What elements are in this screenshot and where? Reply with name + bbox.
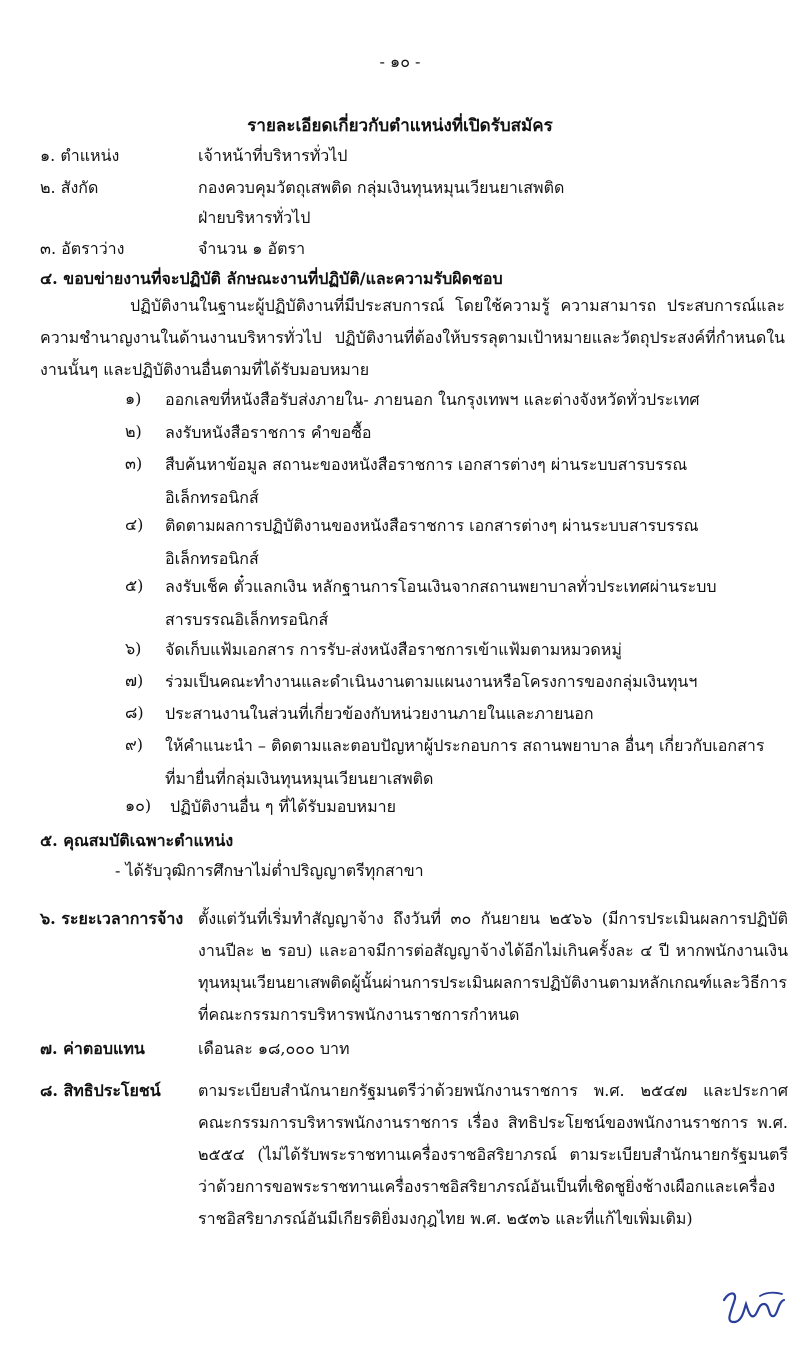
duty-number: ๒)	[125, 422, 142, 441]
employment-period-text: ตั้งแต่วันที่เริ่มทำสัญญาจ้าง ถึงวันที่ ๓๐ กันยายน ๒๕๖๖ (มีการประเมินผลการปฏิบัติงานปีละ ๒ รอบ) และอาจมีการต่อสัญญาจ้างได้อีกไม่เกินครั้งละ ๔ ปี หากพนักงานเงินทุนหมุนเวียนยาเสพติดผู้นั้นผ่านการประเมินผลการปฏิบัติงานตามหลักเกณฑ์และวิธีการที่คณะกรรมการบริหารพนักงานราชการกำหนด	[198, 909, 788, 1024]
duty-text: ติดตามผลการปฏิบัติงานของหนังสือราชการ เอกสารต่างๆ ผ่านระบบสารบรรณอิเล็กทรอนิกส์	[165, 516, 699, 568]
duty-number: ๗)	[125, 671, 144, 690]
vacancy-label: ๓. อัตราว่าง	[40, 239, 125, 258]
employment-period-label: ๖. ระยะเวลาการจ้าง	[40, 909, 184, 928]
duty-number: ๑๐)	[125, 796, 152, 815]
duty-number: ๕)	[125, 576, 144, 595]
qualifications-heading: ๕. คุณสมบัติเฉพาะตำแหน่ง	[40, 831, 234, 850]
handwritten-initials	[720, 1288, 790, 1328]
duty-text: ร่วมเป็นคณะทำงานและดำเนินงานตามแผนงานหรือโครงการของกลุ่มเงินทุนฯ	[165, 672, 698, 691]
duty-number: ๖)	[125, 639, 142, 658]
benefits-text: ตามระเบียบสำนักนายกรัฐมนตรีว่าด้วยพนักงานราชการ พ.ศ. ๒๕๔๗ และประกาศคณะกรรมการบริหารพนักงานราชการ เรื่อง สิทธิประโยชน์ของพนักงานราชการ พ.ศ. ๒๕๕๔ (ไม่ได้รับพระราชทานเครื่องราชอิสริยาภรณ์ ตามระเบียบสำนักนายกรัฐมนตรีว่าด้วยการขอพระราชทานเครื่องราชอิสริยาภรณ์อันเป็นที่เชิดชูยิ่งช้างเผือกและเครื่องราชอิสริยาภรณ์อันมีเกียรติยิ่งมงกุฎไทย พ.ศ. ๒๕๓๖ และที่แก้ไขเพิ่มเติม)	[198, 1081, 788, 1228]
duty-text: ปฏิบัติงานอื่น ๆ ที่ได้รับมอบหมาย	[170, 797, 396, 816]
position-value: เจ้าหน้าที่บริหารทั่วไป	[198, 146, 348, 165]
benefits-label: ๘. สิทธิประโยชน์	[40, 1081, 161, 1100]
compensation-label: ๗. ค่าตอบแทน	[40, 1039, 145, 1058]
page-number: - ๑๐ -	[379, 52, 421, 71]
duty-text: ให้คำแนะนำ – ติดตามและตอบปัญหาผู้ประกอบการ สถานพยาบาล อื่นๆ เกี่ยวกับเอกสารที่มายื่นที่กลุ่มเงินทุนหมุนเวียนยาเสพติด	[165, 736, 765, 788]
duty-number: ๙)	[125, 735, 143, 754]
scope-paragraph: ปฏิบัติงานในฐานะผู้ปฏิบัติงานที่มีประสบการณ์ โดยใช้ความรู้ ความสามารถ ประสบการณ์และความชำนาญงานในด้านงานบริหารทั่วไป ปฏิบัติงานที่ต้องให้บรรลุตามเป้าหมายและวัตถุประสงค์ที่กำหนดในงานนั้นๆ และปฏิบัติงานอื่นตามที่ได้รับมอบหมาย	[40, 296, 785, 379]
duty-text: ออกเลขที่หนังสือรับส่งภายใน- ภายนอก ในกรุงเทพฯ และต่างจังหวัดทั่วประเทศ	[165, 390, 700, 409]
compensation-text: เดือนละ ๑๘,๐๐๐ บาท	[198, 1039, 350, 1058]
duty-text: จัดเก็บแฟ้มเอกสาร การรับ-ส่งหนังสือราชการเข้าแฟ้มตามหมวดหมู่	[165, 640, 622, 659]
position-label: ๑. ตำแหน่ง	[40, 146, 120, 165]
qualifications-text: - ได้รับวุฒิการศึกษาไม่ต่ำปริญญาตรีทุกสาขา	[115, 861, 424, 880]
affiliation-value-1: กองควบคุมวัตถุเสพติด กลุ่มเงินทุนหมุนเวียนยาเสพติด	[198, 178, 565, 197]
affiliation-value-2: ฝ่ายบริหารทั่วไป	[198, 208, 311, 227]
duty-number: ๑)	[125, 389, 142, 408]
duty-text: ประสานงานในส่วนที่เกี่ยวข้องกับหน่วยงานภายในและภายนอก	[165, 704, 594, 723]
duty-number: ๓)	[125, 454, 143, 473]
duty-text: ลงรับเช็ค ตั๋วแลกเงิน หลักฐานการโอนเงินจากสถานพยาบาลทั่วประเทศผ่านระบบสารบรรณอิเล็กทรอนิกส์	[165, 577, 717, 629]
duty-text: ลงรับหนังสือราชการ คำขอซื้อ	[165, 423, 372, 442]
duty-number: ๘)	[125, 703, 144, 722]
affiliation-label: ๒. สังกัด	[40, 178, 99, 197]
page-title: รายละเอียดเกี่ยวกับตำแหน่งที่เปิดรับสมัคร	[247, 116, 553, 136]
scope-heading: ๔. ขอบข่ายงานที่จะปฏิบัติ ลักษณะงานที่ปฏิบัติ/และความรับผิดชอบ	[40, 269, 503, 288]
vacancy-value: จำนวน ๑ อัตรา	[198, 239, 306, 258]
duty-number: ๔)	[125, 515, 144, 534]
duty-text: สืบค้นหาข้อมูล สถานะของหนังสือราชการ เอกสารต่างๆ ผ่านระบบสารบรรณอิเล็กทรอนิกส์	[165, 455, 688, 507]
